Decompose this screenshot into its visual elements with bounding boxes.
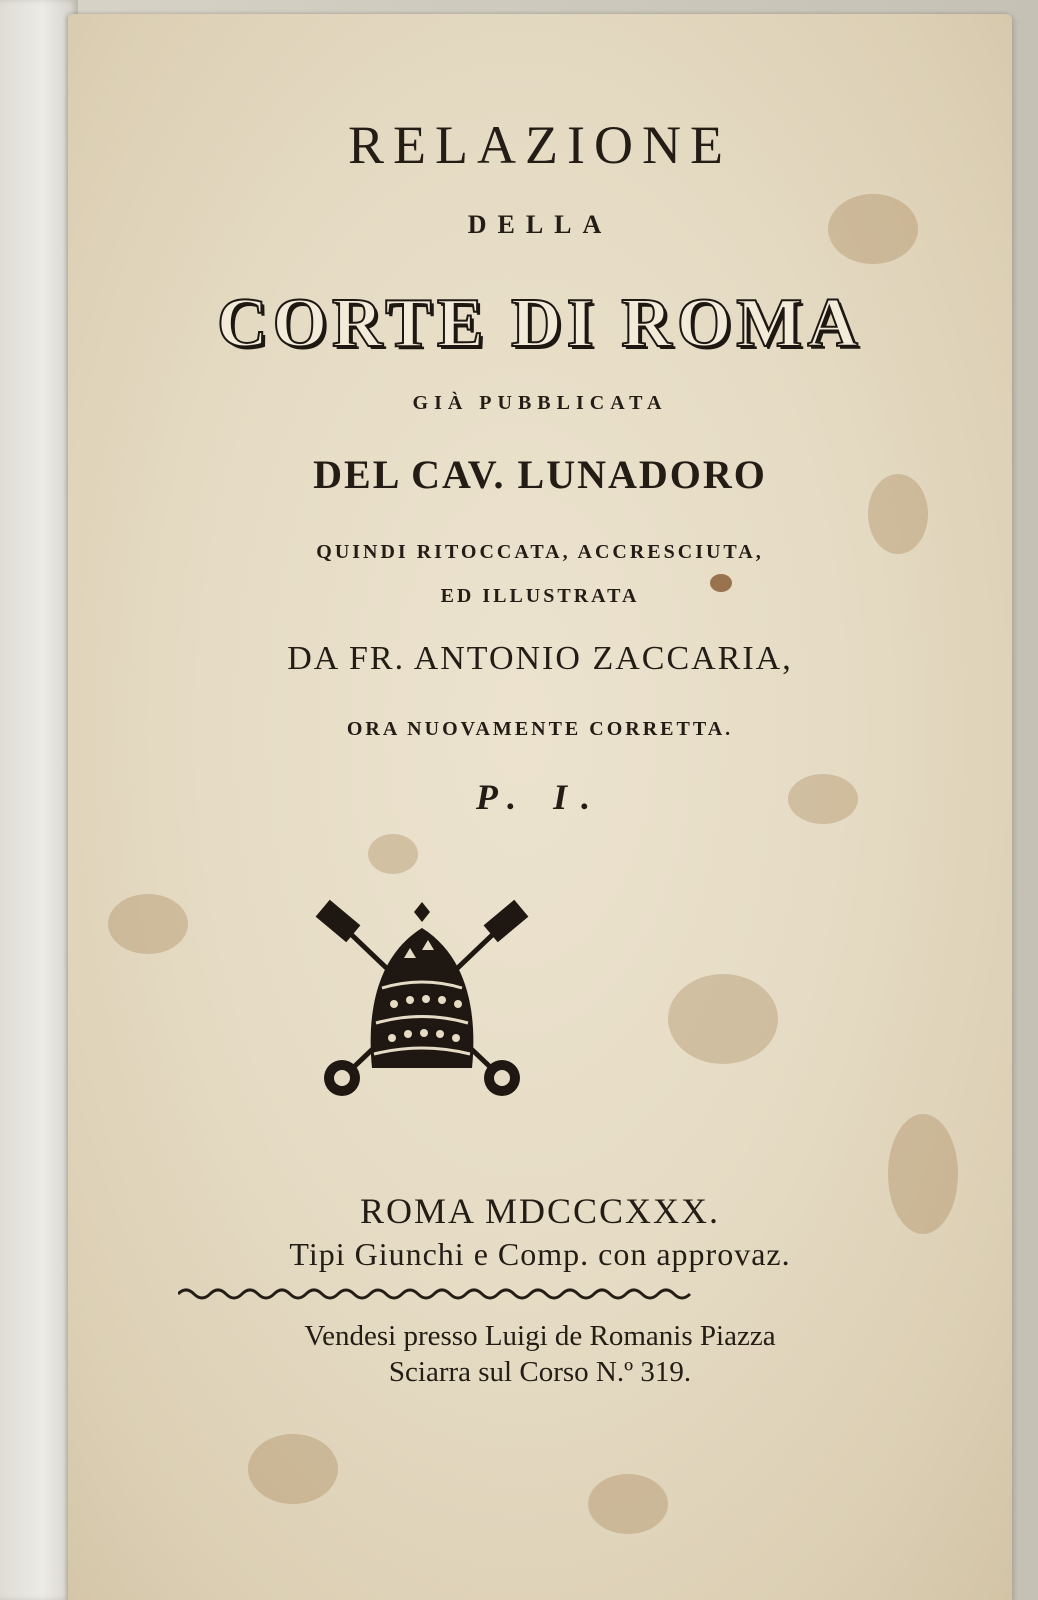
part-number: P. I. [475,777,605,817]
imprint-place-date: ROMA MDCCCXXX. [359,1191,721,1231]
book-cover-edge [0,0,78,1600]
foxing-spot [108,894,188,954]
imprint-seller-line-1: Vendesi presso Luigi de Romanis Piazza [304,1320,776,1352]
previously-published-line: GIÀ PUBBLICATA [412,392,668,414]
title-page [68,14,1012,1600]
imprint-printer: Tipi Giunchi e Comp. con approvaz. [289,1236,791,1272]
title-subject: CORTE DI ROMA [217,285,863,362]
author-line: DEL CAV. LUNADORO [313,452,767,497]
title-heading: RELAZIONE [348,115,732,175]
foxing-spot [368,834,418,874]
ornamental-rule [178,1284,698,1304]
foxing-spot [248,1434,338,1504]
foxing-spot [588,1474,668,1534]
papal-tiara-crossed-keys-icon [312,888,532,1108]
revised-line: QUINDI RITOCCATA, ACCRESCIUTA, [316,541,764,563]
foxing-spot [668,974,778,1064]
imprint-seller-line-2: Sciarra sul Corso N.º 319. [388,1356,692,1388]
corrected-line: ORA NUOVAMENTE CORRETTA. [346,718,734,740]
editor-line: DA FR. ANTONIO ZACCARIA, [287,640,793,677]
illustrated-line: ED ILLUSTRATA [440,585,640,607]
title-della: DELLA [467,210,613,239]
